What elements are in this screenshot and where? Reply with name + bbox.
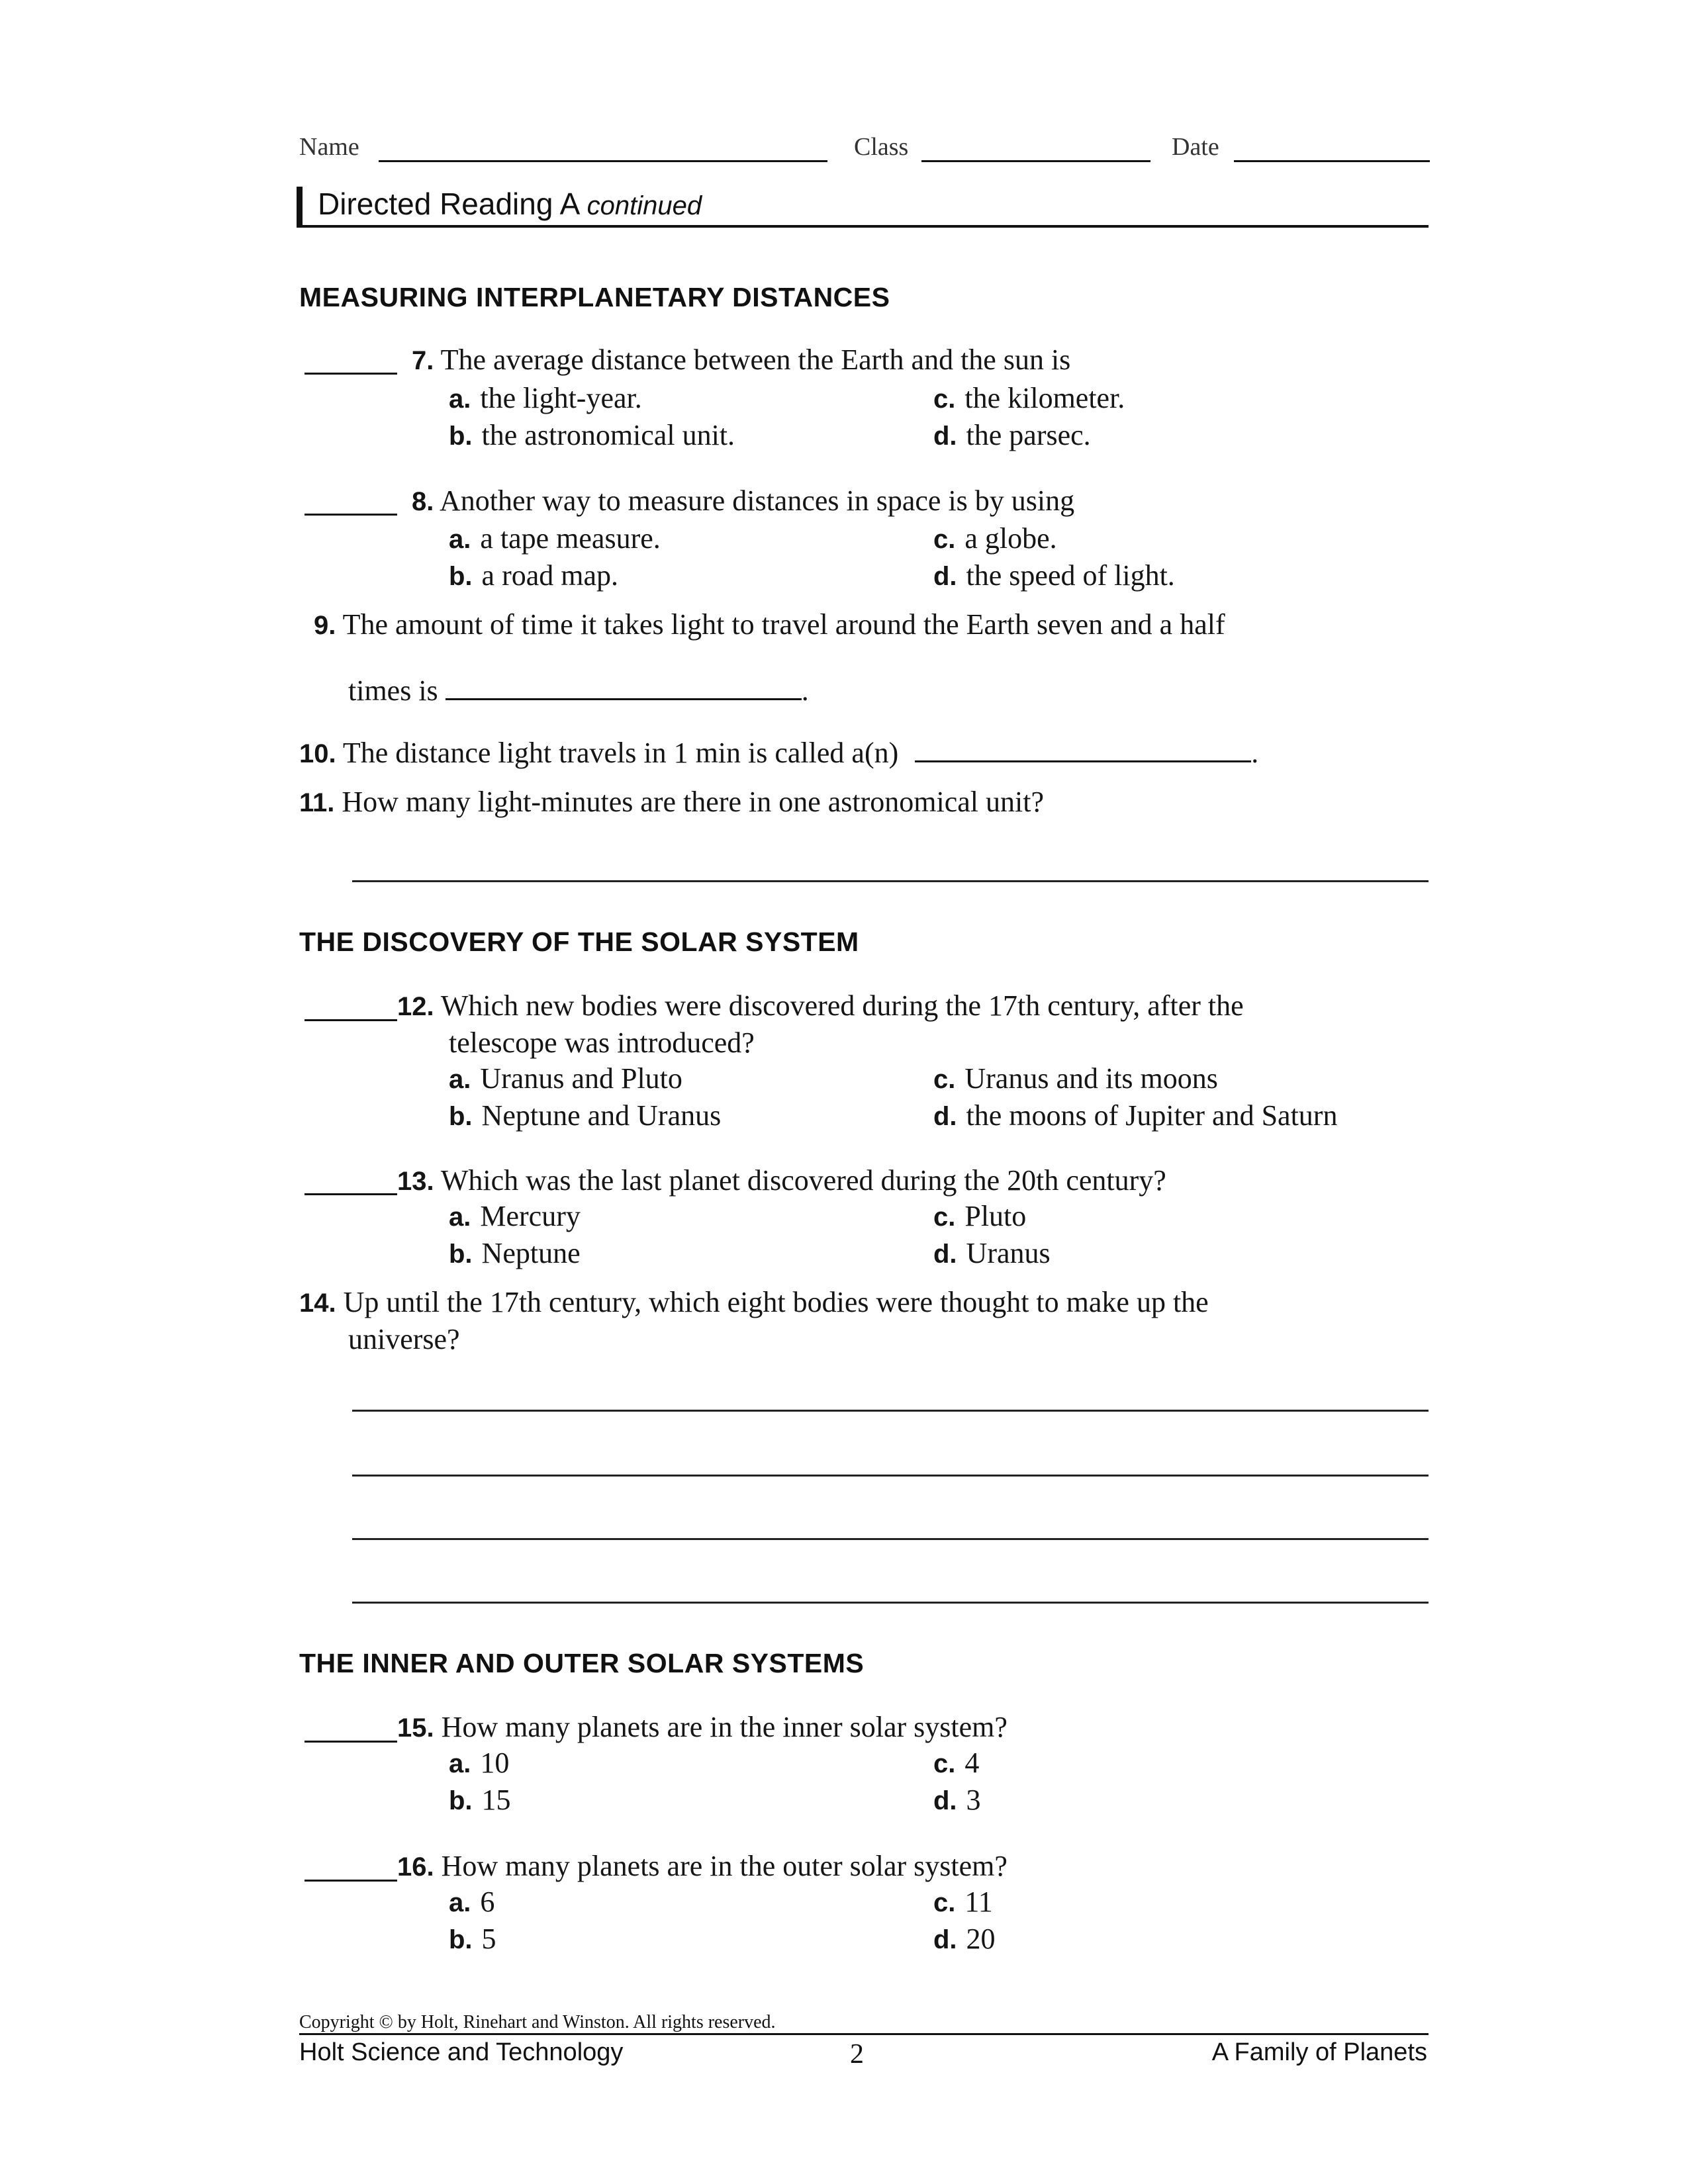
section-title-discovery: THE DISCOVERY OF THE SOLAR SYSTEM <box>299 927 859 957</box>
question-number: 11. <box>299 788 335 817</box>
question-number: 16. <box>397 1852 434 1882</box>
banner-bar <box>297 187 303 228</box>
question-11 <box>299 784 1044 821</box>
banner-title <box>318 186 702 222</box>
class-field[interactable] <box>921 160 1150 162</box>
option-15a[interactable]: a. 10 <box>449 1747 510 1779</box>
question-text: The average distance between the Earth and the sun is <box>440 343 1071 376</box>
option-13b[interactable]: b. Neptune <box>449 1237 581 1269</box>
footer-rule <box>299 2033 1429 2035</box>
question-8 <box>412 482 1074 520</box>
question-text: How many planets are in the outer solar system? <box>441 1850 1008 1882</box>
question-9 <box>314 606 1225 644</box>
option-15c[interactable]: c. 4 <box>933 1747 980 1779</box>
banner-title-suffix: continued <box>586 191 702 220</box>
class-label: Class <box>854 133 909 161</box>
option-8a[interactable]: a. a tape measure. <box>449 522 661 555</box>
answer-blank-8[interactable] <box>305 514 397 516</box>
answer-blank-16[interactable] <box>305 1880 397 1882</box>
question-text: Another way to measure distances in space is by using <box>439 484 1075 517</box>
question-14 <box>299 1284 1209 1322</box>
banner-rule <box>297 225 1429 228</box>
answer-blank-9[interactable] <box>445 678 802 700</box>
question-text: The distance light travels in 1 min is called a(n) <box>342 737 899 769</box>
option-12d[interactable]: d. the moons of Jupiter and Saturn <box>933 1099 1338 1132</box>
answer-blank-15[interactable] <box>305 1741 397 1743</box>
option-12b[interactable]: b. Neptune and Uranus <box>449 1099 722 1132</box>
option-7a[interactable]: a. the light-year. <box>449 382 642 414</box>
answer-blank-10[interactable] <box>915 741 1251 762</box>
question-16 <box>397 1848 1008 1886</box>
option-8d[interactable]: d. the speed of light. <box>933 559 1175 592</box>
answer-line-14-4[interactable] <box>352 1602 1429 1604</box>
option-8b[interactable]: b. a road map. <box>449 559 619 592</box>
question-12 <box>397 987 1244 1025</box>
option-16d[interactable]: d. 20 <box>933 1923 996 1955</box>
question-text: The amount of time it takes light to travel around the Earth seven and a half <box>342 608 1225 641</box>
question-15 <box>397 1709 1008 1747</box>
answer-blank-12[interactable] <box>305 1019 397 1021</box>
answer-line-11[interactable] <box>352 880 1429 882</box>
question-13 <box>397 1162 1166 1200</box>
question-number: 10. <box>299 739 336 768</box>
question-text: Which new bodies were discovered during the 17th century, after the <box>440 989 1244 1022</box>
option-16a[interactable]: a. 6 <box>449 1886 495 1918</box>
option-12c[interactable]: c. Uranus and its moons <box>933 1062 1218 1095</box>
copyright-notice: Copyright © by Holt, Rinehart and Winston. All rights reserved. <box>299 2012 776 2032</box>
section-title-measuring: MEASURING INTERPLANETARY DISTANCES <box>299 282 890 312</box>
footer-chapter: A Family of Planets <box>1211 2038 1427 2066</box>
option-8c[interactable]: c. a globe. <box>933 522 1057 555</box>
question-number: 12. <box>397 992 434 1021</box>
section-title-inner-outer: THE INNER AND OUTER SOLAR SYSTEMS <box>299 1648 865 1678</box>
option-7d[interactable]: d. the parsec. <box>933 419 1091 451</box>
question-text: How many planets are in the inner solar system? <box>441 1711 1008 1743</box>
question-7 <box>412 341 1070 379</box>
question-14-continued: universe? <box>348 1323 460 1355</box>
footer-publisher: Holt Science and Technology <box>299 2038 624 2066</box>
option-13a[interactable]: a. Mercury <box>449 1200 581 1232</box>
option-16c[interactable]: c. 11 <box>933 1886 993 1918</box>
page-number: 2 <box>850 2039 864 2070</box>
question-number: 13. <box>397 1167 434 1196</box>
question-12-continued: telescope was introduced? <box>449 1026 755 1059</box>
option-7b[interactable]: b. the astronomical unit. <box>449 419 735 451</box>
answer-line-14-3[interactable] <box>352 1538 1429 1540</box>
question-text: Up until the 17th century, which eight bodies were thought to make up the <box>343 1286 1209 1318</box>
option-15b[interactable]: b. 15 <box>449 1784 511 1816</box>
question-number: 15. <box>397 1713 434 1743</box>
date-field[interactable] <box>1234 160 1430 162</box>
name-field[interactable] <box>379 160 827 162</box>
answer-line-14-1[interactable] <box>352 1410 1429 1412</box>
option-7c[interactable]: c. the kilometer. <box>933 382 1125 414</box>
question-text: Which was the last planet discovered during the 20th century? <box>440 1164 1166 1197</box>
question-number: 8. <box>412 487 434 516</box>
answer-blank-7[interactable] <box>305 373 397 375</box>
option-13c[interactable]: c. Pluto <box>933 1200 1027 1232</box>
option-13d[interactable]: d. Uranus <box>933 1237 1051 1269</box>
question-9-continued: times is . <box>348 674 809 707</box>
question-number: 9. <box>314 611 336 640</box>
question-10: 10. The distance light travels in 1 min is called a(n) . <box>299 737 1259 769</box>
banner-title-main: Directed Reading A <box>318 187 579 221</box>
name-label: Name <box>299 133 359 161</box>
option-12a[interactable]: a. Uranus and Pluto <box>449 1062 682 1095</box>
option-15d[interactable]: d. 3 <box>933 1784 981 1816</box>
question-text: How many light-minutes are there in one astronomical unit? <box>342 786 1045 818</box>
option-16b[interactable]: b. 5 <box>449 1923 496 1955</box>
date-label: Date <box>1172 133 1219 161</box>
question-number: 7. <box>412 346 434 375</box>
question-number: 14. <box>299 1289 336 1318</box>
answer-blank-13[interactable] <box>305 1193 397 1195</box>
answer-line-14-2[interactable] <box>352 1475 1429 1477</box>
